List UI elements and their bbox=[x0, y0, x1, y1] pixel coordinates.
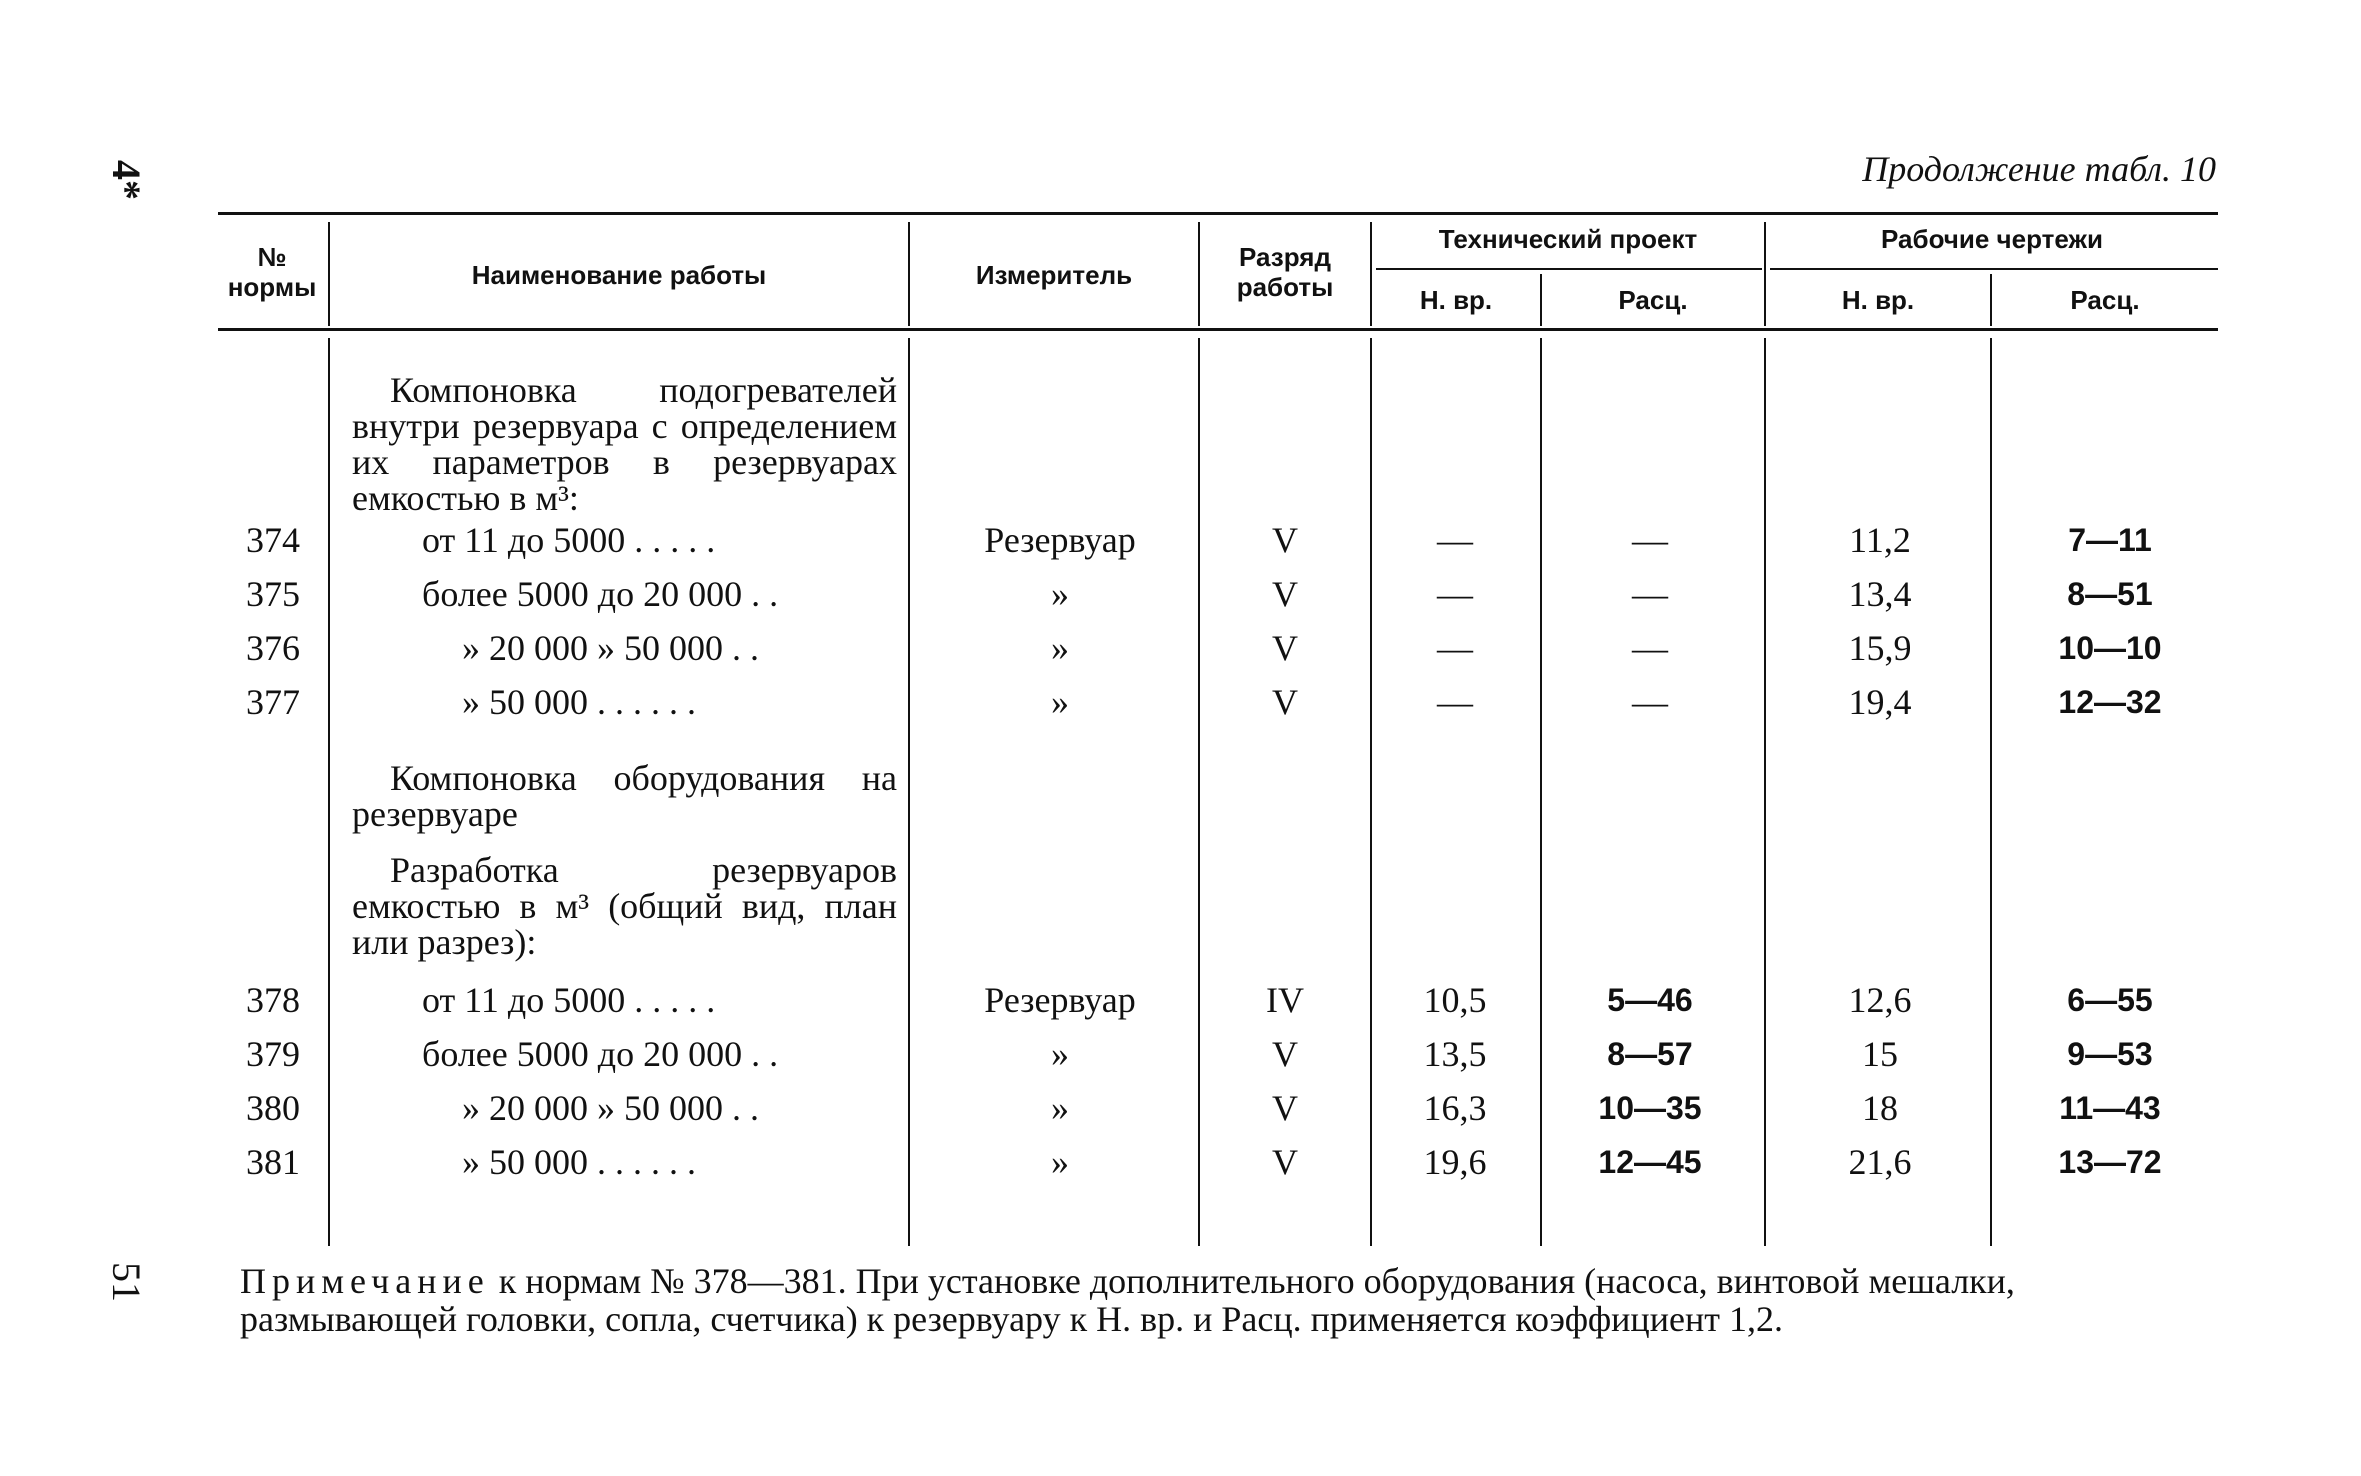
row-381-rc-rasc: 13—72 bbox=[2058, 1144, 2162, 1180]
table-top-rule bbox=[218, 212, 2218, 215]
row-380-num: 380 bbox=[246, 1088, 300, 1128]
header-measure: Измеритель bbox=[975, 260, 1133, 290]
row-381-tp-n-vr: 19,6 bbox=[1423, 1142, 1487, 1182]
row-374-rc-rasc: 7—11 bbox=[2068, 522, 2152, 558]
row-377-name: » 50 000 . . . . . . bbox=[462, 682, 696, 722]
row-381-grade: V bbox=[1272, 1142, 1298, 1182]
row-378-rc-n-vr: 12,6 bbox=[1848, 980, 1912, 1020]
row-380-measure: » bbox=[1051, 1088, 1069, 1128]
section-heading: Компоновка оборудования на резервуаре bbox=[352, 758, 897, 834]
row-376-name: » 20 000 » 50 000 . . bbox=[462, 628, 759, 668]
row-378-num: 378 bbox=[246, 980, 300, 1020]
row-379-tp-rasc: 8—57 bbox=[1607, 1036, 1693, 1072]
row-377-measure: » bbox=[1051, 682, 1069, 722]
row-381-num: 381 bbox=[246, 1142, 300, 1182]
header-tp-n-vr: Н. вр. bbox=[1419, 285, 1493, 315]
row-380-tp-rasc: 10—35 bbox=[1598, 1090, 1702, 1126]
page-mark-top: 4* bbox=[104, 160, 149, 200]
row-374-name: от 11 до 5000 . . . . . bbox=[422, 520, 716, 560]
page-number: 51 bbox=[104, 1262, 149, 1302]
row-375-tp-n-vr: — bbox=[1437, 574, 1473, 614]
body-col-divider-6 bbox=[1764, 338, 1766, 1246]
body-col-divider-1 bbox=[328, 338, 330, 1246]
body-col-divider-2 bbox=[908, 338, 910, 1246]
row-375-rc-rasc: 8—51 bbox=[2067, 576, 2153, 612]
row-381-measure: » bbox=[1051, 1142, 1069, 1182]
header-num: № нормы bbox=[227, 242, 317, 302]
header-tech-project: Технический проект bbox=[1438, 224, 1698, 254]
row-374-tp-rasc: — bbox=[1632, 520, 1668, 560]
row-380-tp-n-vr: 16,3 bbox=[1423, 1088, 1487, 1128]
row-374-num: 374 bbox=[246, 520, 300, 560]
row-375-measure: » bbox=[1051, 574, 1069, 614]
row-378-rc-rasc: 6—55 bbox=[2067, 982, 2153, 1018]
row-376-num: 376 bbox=[246, 628, 300, 668]
row-375-grade: V bbox=[1272, 574, 1298, 614]
row-381-rc-n-vr: 21,6 bbox=[1848, 1142, 1912, 1182]
row-378-grade: IV bbox=[1266, 980, 1304, 1020]
row-376-rc-n-vr: 15,9 bbox=[1848, 628, 1912, 668]
table-note bbox=[240, 1262, 2200, 1338]
row-379-rc-rasc: 9—53 bbox=[2067, 1036, 2153, 1072]
subheader-rule-work bbox=[1770, 268, 2218, 270]
row-375-name: более 5000 до 20 000 . . bbox=[422, 574, 779, 614]
row-380-rc-n-vr: 18 bbox=[1862, 1088, 1898, 1128]
row-377-num: 377 bbox=[246, 682, 300, 722]
row-374-rc-n-vr: 11,2 bbox=[1849, 520, 1911, 560]
row-375-tp-rasc: — bbox=[1632, 574, 1668, 614]
row-379-measure: » bbox=[1051, 1034, 1069, 1074]
row-379-rc-n-vr: 15 bbox=[1862, 1034, 1898, 1074]
row-380-grade: V bbox=[1272, 1088, 1298, 1128]
row-377-grade: V bbox=[1272, 682, 1298, 722]
row-379-tp-n-vr: 13,5 bbox=[1423, 1034, 1487, 1074]
row-378-tp-rasc: 5—46 bbox=[1607, 982, 1693, 1018]
row-381-name: » 50 000 . . . . . . bbox=[462, 1142, 696, 1182]
header-name: Наименование работы bbox=[471, 260, 767, 290]
row-379-grade: V bbox=[1272, 1034, 1298, 1074]
row-377-tp-n-vr: — bbox=[1437, 682, 1473, 722]
row-374-tp-n-vr: — bbox=[1437, 520, 1473, 560]
table-continuation-title: Продолжение табл. 10 bbox=[1862, 149, 2216, 189]
row-376-measure: » bbox=[1051, 628, 1069, 668]
row-380-name: » 20 000 » 50 000 . . bbox=[462, 1088, 759, 1128]
header-working-drawings: Рабочие чертежи bbox=[1881, 224, 2103, 254]
row-376-tp-n-vr: — bbox=[1437, 628, 1473, 668]
row-375-num: 375 bbox=[246, 574, 300, 614]
row-378-tp-n-vr: 10,5 bbox=[1423, 980, 1487, 1020]
section-subheading: Разработка резервуаров емкостью в м³ (общий вид, план или разрез): bbox=[352, 850, 897, 962]
row-374-measure: Резервуар bbox=[984, 520, 1136, 560]
row-378-name: от 11 до 5000 . . . . . bbox=[422, 980, 716, 1020]
row-377-rc-rasc: 12—32 bbox=[2058, 684, 2162, 720]
row-376-rc-rasc: 10—10 bbox=[2058, 630, 2162, 666]
row-379-name: более 5000 до 20 000 . . bbox=[422, 1034, 779, 1074]
header-tp-rasc: Расц. bbox=[1618, 285, 1688, 315]
subheader-rule-tech bbox=[1376, 268, 1762, 270]
note-text: к нормам № 378—381. При установке дополнительного оборудования (насоса, винтовой мешалки, размывающей головки, сопла, счетчика) к резервуару к Н. вр. и Расц. применяется коэффициент 1,2. bbox=[240, 1261, 2015, 1339]
row-379-num: 379 bbox=[246, 1034, 300, 1074]
row-376-tp-rasc: — bbox=[1632, 628, 1668, 668]
body-col-divider-7 bbox=[1990, 338, 1992, 1246]
body-col-divider-4 bbox=[1370, 338, 1372, 1246]
row-376-grade: V bbox=[1272, 628, 1298, 668]
row-377-rc-n-vr: 19,4 bbox=[1848, 682, 1912, 722]
header-rc-n-vr: Н. вр. bbox=[1841, 285, 1915, 315]
row-378-measure: Резервуар bbox=[984, 980, 1136, 1020]
row-377-tp-rasc: — bbox=[1632, 682, 1668, 722]
header-grade: Разряд работы bbox=[1236, 242, 1334, 302]
row-380-rc-rasc: 11—43 bbox=[2059, 1090, 2161, 1126]
header-bottom-rule bbox=[218, 328, 2218, 331]
row-381-tp-rasc: 12—45 bbox=[1598, 1144, 1702, 1180]
header-rc-rasc: Расц. bbox=[2070, 285, 2140, 315]
row-375-rc-n-vr: 13,4 bbox=[1848, 574, 1912, 614]
row-374-grade: V bbox=[1272, 520, 1298, 560]
note-label: Примечание bbox=[240, 1261, 490, 1301]
section-heading: Компоновка подогревателей внутри резервуара с определением их параметров в резервуарах емкостью в м³: bbox=[352, 370, 897, 518]
